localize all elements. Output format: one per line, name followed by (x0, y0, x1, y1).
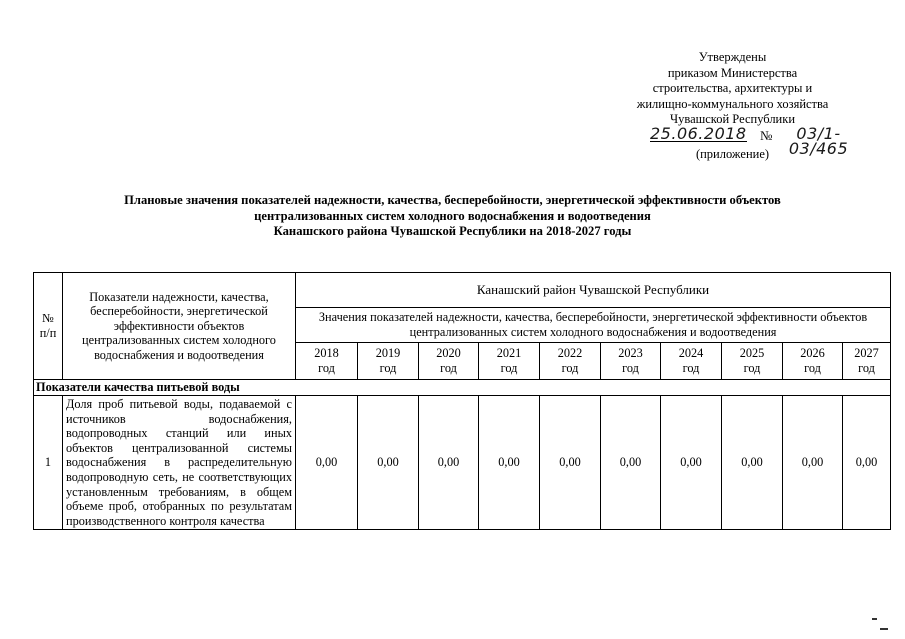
approval-line: строительства, архитектуры и (652, 81, 813, 95)
scan-speck (872, 618, 877, 620)
value-cell: 0,00 (783, 396, 843, 530)
row-indicator: Доля проб питьевой воды, подаваемой с источников водоснабжения, водопроводных станций или иных объектов централизованной системы водоснабжения в распределительную водопроводную сеть, не соответствующих установленным требованиям, в общем объеме проб, отобранных по результатам производственного контроля качества (63, 396, 296, 530)
year-unit: год (622, 361, 639, 375)
value-cell: 0,00 (843, 396, 891, 530)
header-num: № п/п (34, 273, 63, 380)
title-line: Канашского района Чувашской Республики на 2018-2027 годы (273, 224, 632, 238)
table-row (34, 396, 891, 530)
year-unit: год (440, 361, 457, 375)
year-value: 2021 (496, 346, 522, 361)
header-year (358, 343, 419, 380)
approval-line: Утверждены (698, 50, 767, 64)
row-num: 1 (34, 396, 63, 530)
header-region: Канашский район Чувашской Республики (296, 273, 891, 308)
value-cell: 0,00 (722, 396, 783, 530)
year-value: 2022 (557, 346, 583, 361)
value-cell: 0,00 (419, 396, 479, 530)
document-title (0, 193, 905, 240)
header-year (843, 343, 891, 380)
year-value: 2024 (678, 346, 704, 361)
year-unit: год (743, 361, 761, 375)
year-unit: год (682, 361, 700, 375)
header-year (722, 343, 783, 380)
handwritten-number: 03/1-03/465 (788, 123, 849, 158)
year-value: 2018 (314, 346, 339, 361)
year-value: 2019 (375, 346, 401, 361)
title-line: централизованных систем холодного водоснабжения и водоотведения (254, 208, 651, 223)
year-value: 2025 (739, 346, 765, 361)
header-year (479, 343, 540, 380)
header-year (296, 343, 358, 380)
approval-line: жилищно-коммунального хозяйства (636, 96, 829, 111)
year-value: 2026 (800, 346, 825, 361)
approval-suffix: (приложение) (695, 146, 770, 161)
approval-block (610, 50, 855, 162)
header-values: Значения показателей надежности, качества, бесперебойности, энергетической эффективности объектов централизованных систем холодного водоснабжения и водоотведения (296, 308, 891, 343)
title-line: Плановые значения показателей надежности, качества, бесперебойности, энергетической эффективности объектов (124, 193, 781, 207)
header-year (661, 343, 722, 380)
year-unit: год (500, 361, 518, 375)
value-cell: 0,00 (540, 396, 601, 530)
year-value: 2020 (436, 346, 461, 361)
value-cell: 0,00 (296, 396, 358, 530)
header-indicator: Показатели надежности, качества, бесперебойности, энергетической эффективности объектов централизованных систем холодного водоснабжения и водоотведения (63, 273, 296, 380)
header-year (601, 343, 661, 380)
handwritten-date: 25.06.2018 (650, 123, 747, 143)
section-header: Показатели качества питьевой воды (34, 380, 891, 396)
year-unit: год (379, 361, 397, 375)
value-cell: 0,00 (601, 396, 661, 530)
value-cell: 0,00 (479, 396, 540, 530)
year-unit: год (804, 361, 821, 375)
approval-line: Чувашской Республики (669, 112, 796, 126)
approval-line: приказом Министерства (667, 65, 798, 80)
year-value: 2027 (854, 346, 879, 361)
year-value: 2023 (618, 346, 643, 361)
scan-speck (880, 628, 888, 630)
number-sign: № (760, 127, 773, 143)
indicators-table (33, 272, 891, 530)
value-cell: 0,00 (358, 396, 419, 530)
header-year (419, 343, 479, 380)
year-unit: год (318, 361, 335, 375)
header-year (783, 343, 843, 380)
year-unit: год (561, 361, 579, 375)
year-unit: год (858, 361, 875, 375)
value-cell: 0,00 (661, 396, 722, 530)
header-year (540, 343, 601, 380)
